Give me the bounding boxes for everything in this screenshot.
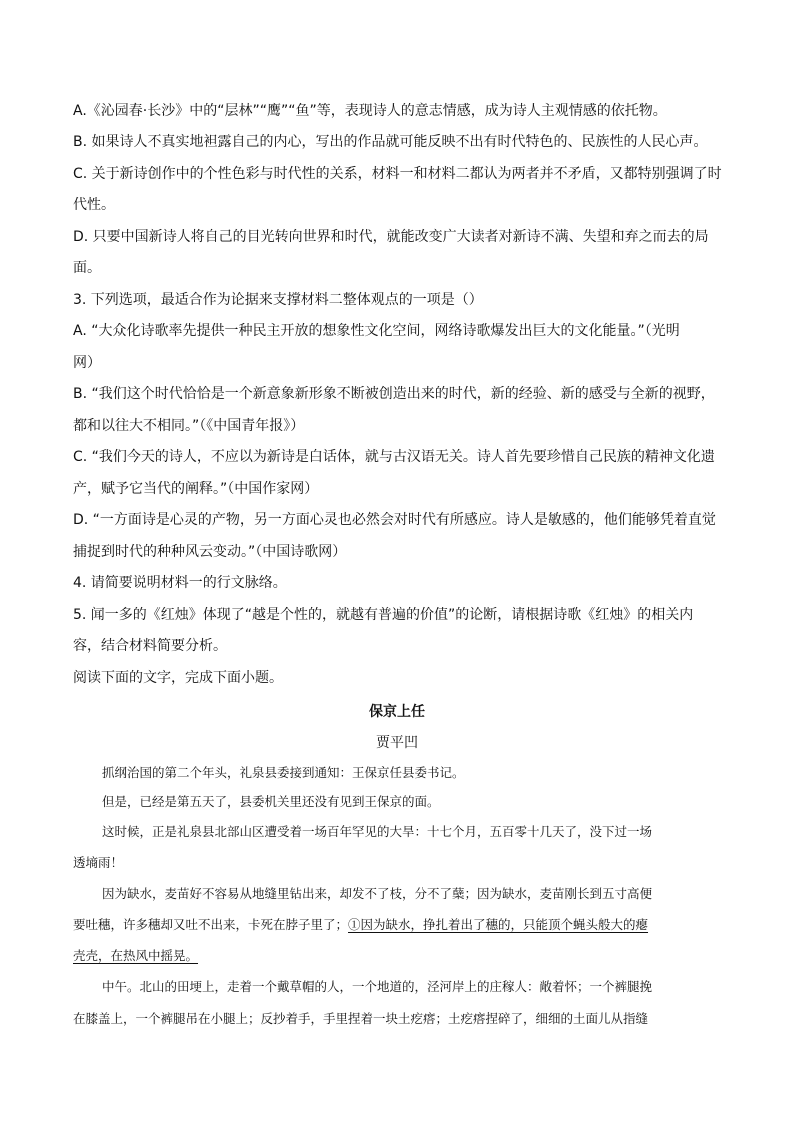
- story-author: 贾平凹: [376, 735, 418, 751]
- q3-option-c: C. “我们今天的诗人，不应以为新诗是白话体，就与古汉语无关。诗人首先要珍惜自己民族的精神文化遗: [73, 449, 715, 465]
- story-paragraph-4-text: 要吐穗，许多穗却又吐不出来，卡死在脖子里了；: [73, 917, 349, 932]
- q2-option-b: B. 如果诗人不真实地袒露自己的内心，写出的作品就可能反映不出有时代特色的、民族性的人民心声。: [73, 134, 708, 150]
- story-paragraph-3-cont: 透墒雨！: [73, 855, 124, 870]
- q2-option-d: D. 只要中国新诗人将自己的目光转向世界和时代，就能改变广大读者对新诗不满、失望和弃之而去的局: [73, 229, 709, 245]
- q3-option-a: A. “大众化诗歌率先提供一种民主开放的想象性文化空间，网络诗歌爆发出巨大的文化能量。”（光明: [73, 323, 680, 339]
- story-paragraph-5: 中午。北山的田埂上，走着一个戴草帽的人，一个地道的，泾河岸上的庄稼人：敞着怀；一个裤腿挽: [102, 979, 653, 994]
- story-paragraph-1: 抓纲治国的第二个年头，礼泉县委接到通知：王保京任县委书记。: [102, 765, 465, 780]
- q3-option-d: D. “一方面诗是心灵的产物，另一方面心灵也必然会对时代有所感应。诗人是敏感的，他们能够凭着直觉: [73, 512, 716, 528]
- q3-option-b-cont: 都和以往大不相同。”（《中国青年报》）: [73, 418, 305, 434]
- q4-stem: 4. 请简要说明材料一的行文脉络。: [73, 575, 287, 591]
- story-paragraph-4-cont: [73, 917, 648, 933]
- story-paragraph-5-cont: 在膝盖上，一个裤腿吊在小腿上；反抄着手，手里捏着一块土疙瘩；土疙瘩捏碎了，细细的土面儿从指缝: [73, 1011, 649, 1026]
- story-paragraph-3: 这时候，正是礼泉县北部山区遭受着一场百年罕见的大旱：十七个月，五百零十几天了，没下过一场: [102, 824, 653, 839]
- q2-option-c: C. 关于新诗创作中的个性色彩与时代性的关系，材料一和材料二都认为两者并不矛盾，又都特别强调了时: [73, 166, 722, 182]
- story-title: 保京上任: [369, 704, 425, 720]
- q2-option-d-cont: 面。: [73, 260, 101, 276]
- q3-option-d-cont: 捕捉到时代的种种风云变动。”（中国诗歌网）: [73, 544, 347, 560]
- underlined-sentence-1-cont: 壳壳，在热风中摇晃。: [73, 948, 199, 963]
- reading-instruction: 阅读下面的文字，完成下面小题。: [73, 670, 283, 686]
- q2-option-a: A.《沁园春·长沙》中的“层林”“鹰”“鱼”等，表现诗人的意志情感，成为诗人主观情感的依托物。: [73, 103, 667, 119]
- story-paragraph-4: 因为缺水，麦苗好不容易从地缝里钻出来，却发不了枝，分不了蘖；因为缺水，麦苗刚长到五寸高便: [102, 886, 653, 901]
- q3-option-b: B. “我们这个时代恰恰是一个新意象新形象不断被创造出来的时代，新的经验、新的感受与全新的视野，: [73, 386, 715, 402]
- q5-stem-cont: 容，结合材料简要分析。: [73, 638, 227, 654]
- q2-option-c-cont: 代性。: [73, 197, 115, 213]
- q5-stem: 5. 闻一多的《红烛》体现了“越是个性的，就越有普遍的价值”的论断，请根据诗歌《红烛》的相关内: [73, 607, 694, 623]
- story-paragraph-2: 但是，已经是第五天了，县委机关里还没有见到王保京的面。: [102, 794, 440, 809]
- underlined-sentence-1: ①因为缺水，挣扎着出了穗的，只能顶个蝇头般大的瘪: [348, 917, 649, 932]
- q3-stem: 3. 下列选项，最适合作为论据来支撑材料二整体观点的一项是（）: [73, 292, 483, 308]
- q3-option-a-cont: 网）: [73, 355, 101, 371]
- q3-option-c-cont: 产，赋予它当代的阐释。”（中国作家网）: [73, 481, 319, 497]
